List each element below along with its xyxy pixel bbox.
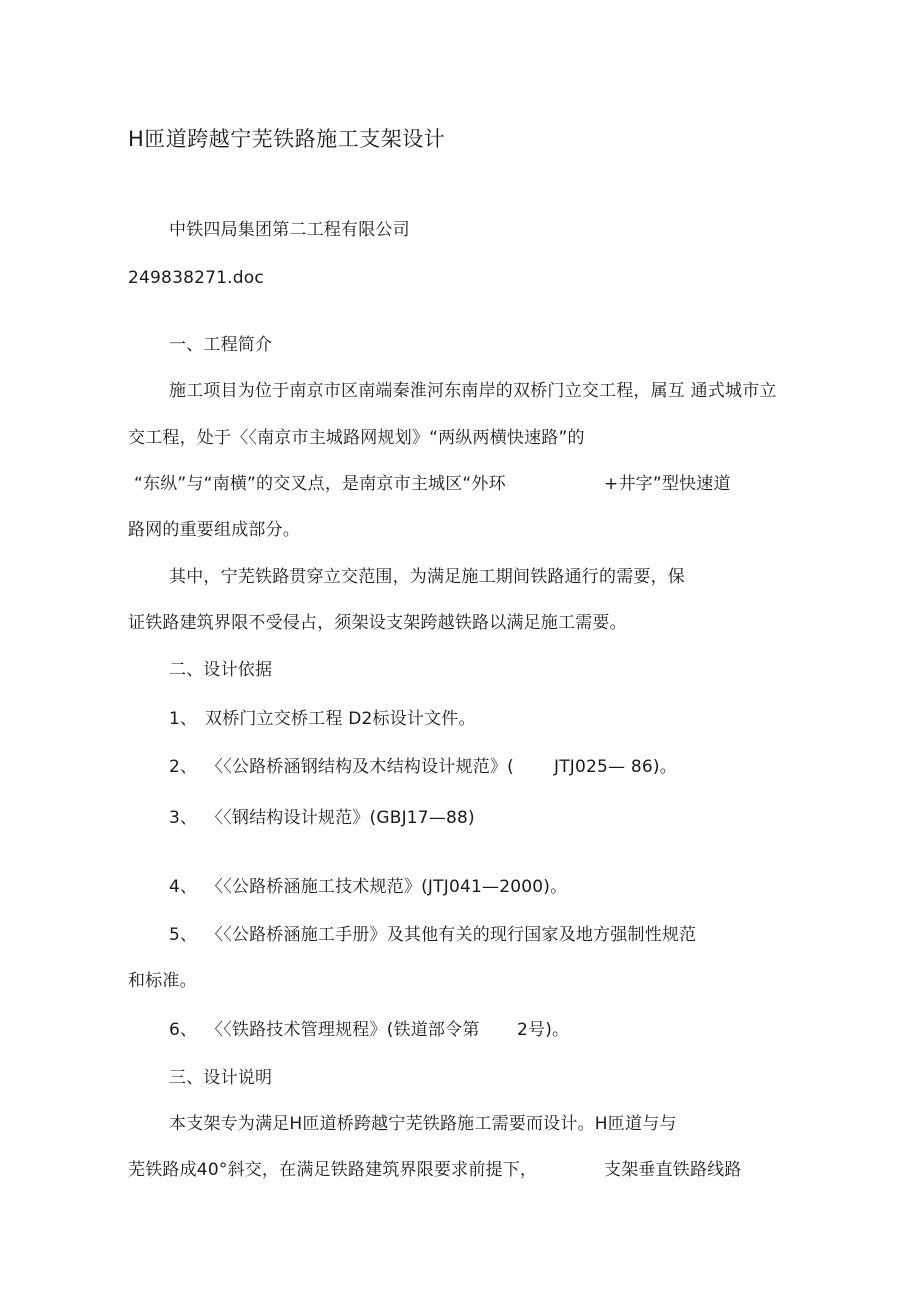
list-item-text: 〈〈公路桥涵施工手册》及其他有关的现行国家及地方强制性规范 — [206, 925, 697, 945]
paragraph-line: 施工项目为位于南京市区南端秦淮河东南岸的双桥门立交工程，属互 通式城市立 — [169, 381, 777, 401]
paragraph-line: 芜铁路成40°斜交，在满足铁路建筑界限要求前提下， — [128, 1160, 538, 1180]
section-heading-basis: 二、设计依据 — [169, 660, 273, 680]
list-item-number: 6、 — [169, 1020, 198, 1040]
paragraph-line: 支架垂直铁路线路 — [604, 1160, 742, 1180]
file-name: 249838271.doc — [128, 268, 264, 288]
list-item-text: 〈〈公路桥涵钢结构及木结构设计规范》( — [206, 757, 514, 777]
list-item-number: 4、 — [169, 877, 198, 897]
paragraph-line: “东纵”与“南横”的交叉点，是南京市主城区“外环 — [134, 474, 506, 494]
paragraph-line: +井字”型快速道 — [604, 474, 731, 494]
document-title: H匝道跨越宁芜铁路施工支架设计 — [128, 127, 446, 151]
company-name: 中铁四局集团第二工程有限公司 — [169, 220, 410, 240]
list-item-continuation: 和标准。 — [128, 971, 197, 991]
list-item-text-extra: JTJ025— 86)。 — [554, 757, 677, 777]
paragraph-line: 其中，宁芜铁路贯穿立交范围，为满足施工期间铁路通行的需要，保 — [169, 567, 685, 587]
paragraph-line: 交工程，处于〈〈南京市主城路网规划》“两纵两横快速路”的 — [128, 428, 585, 448]
list-item-number: 1、 — [169, 709, 198, 729]
list-item-text-extra: 2号)。 — [517, 1020, 570, 1040]
list-item-number: 5、 — [169, 925, 198, 945]
list-item-text: 〈〈铁路技术管理规程》(铁道部令第 — [206, 1020, 480, 1040]
section-heading-description: 三、设计说明 — [169, 1068, 273, 1088]
list-item-number: 3、 — [169, 808, 198, 828]
list-item-number: 2、 — [169, 757, 198, 777]
list-item-text: 〈〈公路桥涵施工技术规范》(JTJ041—2000)。 — [206, 877, 568, 897]
paragraph-line: 本支架专为满足H匝道桥跨越宁芜铁路施工需要而设计。H匝道与与 — [169, 1114, 677, 1134]
list-item-text: 〈〈钢结构设计规范》(GBJ17—88) — [206, 808, 475, 828]
paragraph-line: 证铁路建筑界限不受侵占，须架设支架跨越铁路以满足施工需要。 — [128, 613, 627, 633]
paragraph-line: 路网的重要组成部分。 — [128, 520, 300, 540]
list-item-text: 双桥门立交桥工程 D2标设计文件。 — [205, 709, 476, 729]
section-heading-overview: 一、工程简介 — [169, 335, 273, 355]
